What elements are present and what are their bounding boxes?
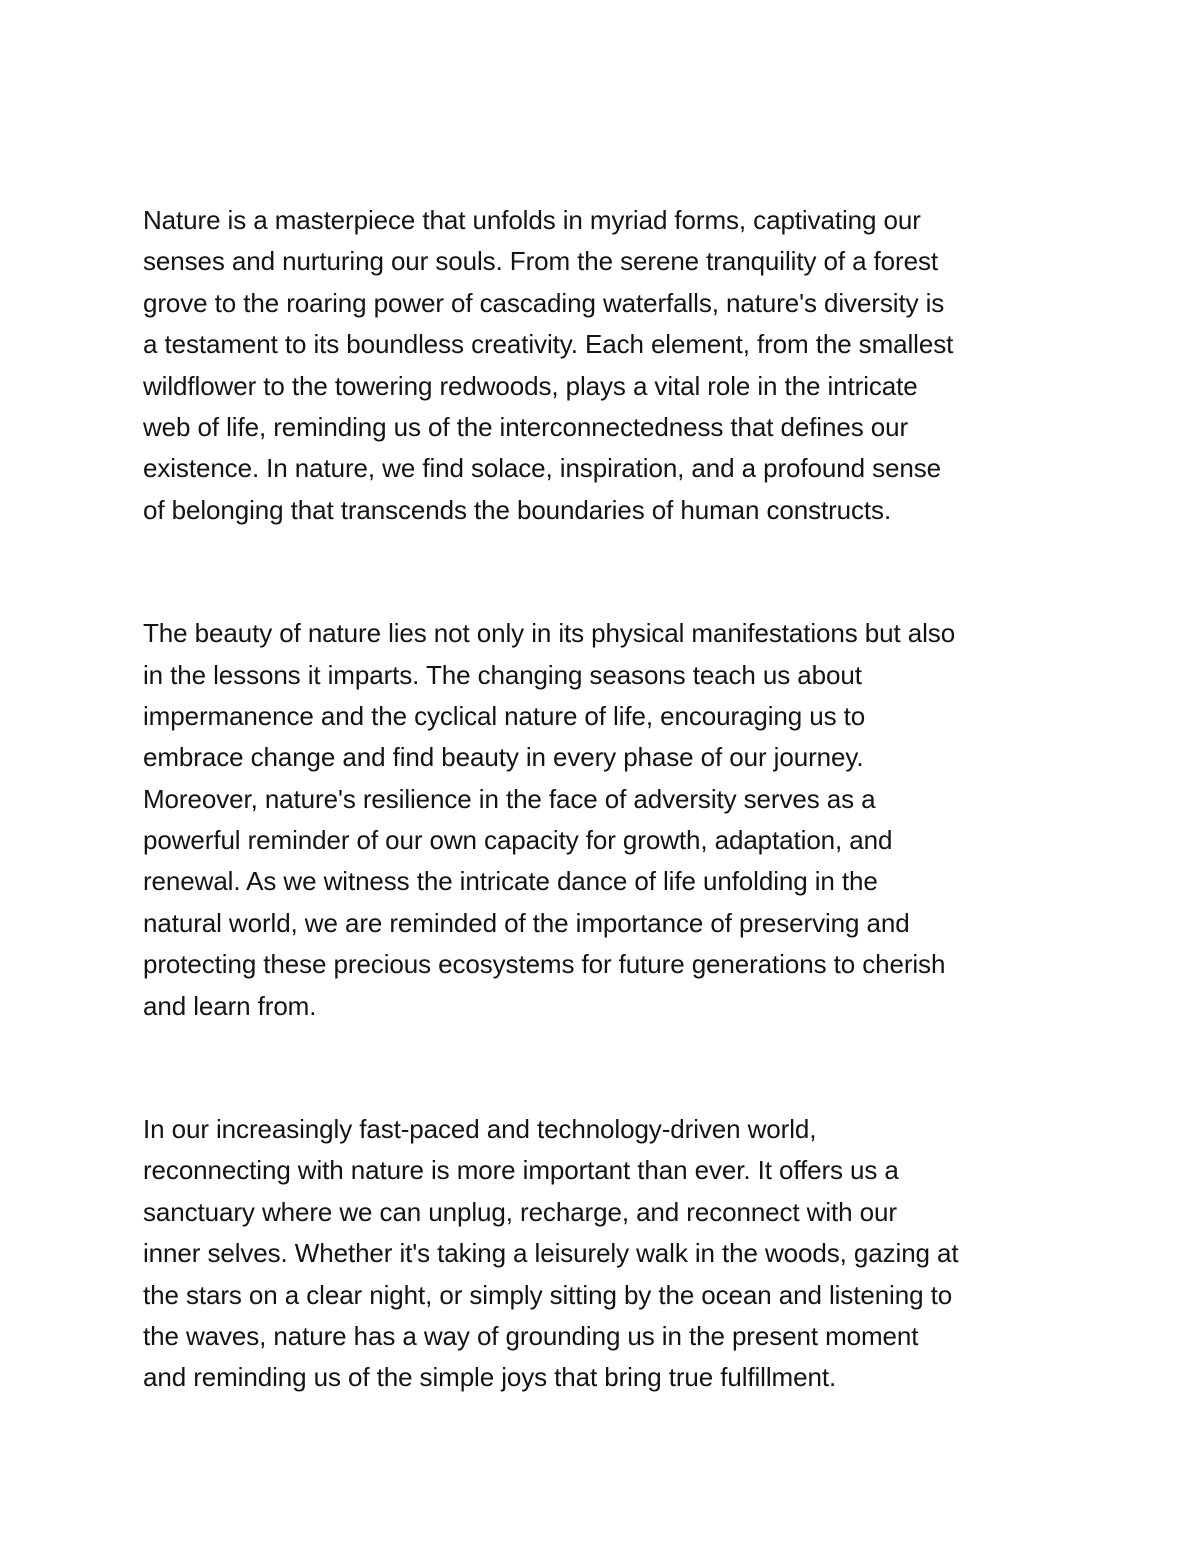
text-line: Nature is a masterpiece that unfolds in myriad forms, captivating our	[143, 205, 921, 235]
text-line: the waves, nature has a way of grounding us in the present moment	[143, 1320, 919, 1351]
text-line: protecting these precious ecosystems for future generations to cherish	[143, 949, 946, 980]
text-line: a testament to its boundless creativity. Each element, from the smallest	[143, 329, 954, 360]
text-line: powerful reminder of our own capacity for growth, adaptation, and	[143, 825, 893, 856]
text-line: reconnecting with nature is more important than ever. It offers us a	[143, 1155, 899, 1186]
text-line: senses and nurturing our souls. From the serene tranquility of a forest	[143, 246, 938, 277]
text-line: and reminding us of the simple joys that bring true fulfillment.	[143, 1362, 837, 1393]
text-line: and learn from.	[143, 990, 317, 1021]
text-line: of belonging that transcends the boundaries of human constructs.	[143, 494, 892, 525]
text-line: sanctuary where we can unplug, recharge, and reconnect with our	[143, 1196, 897, 1227]
text-line: embrace change and find beauty in every phase of our journey.	[143, 742, 864, 773]
text-line: Moreover, nature's resilience in the face of adversity serves as a	[143, 783, 876, 814]
text-line: natural world, we are reminded of the importance of preserving and	[143, 907, 910, 938]
document-body	[143, 200, 1073, 1399]
text-line: web of life, reminding us of the interconnectedness that defines our	[143, 411, 908, 442]
text-line: existence. In nature, we find solace, inspiration, and a profound sense	[143, 453, 941, 484]
text-line: wildflower to the towering redwoods, plays a vital role in the intricate	[143, 370, 918, 401]
text-line: impermanence and the cyclical nature of life, encouraging us to	[143, 700, 866, 731]
paragraph-3	[143, 1109, 1073, 1399]
text-line: renewal. As we witness the intricate dance of life unfolding in the	[143, 866, 878, 897]
paragraph-2	[143, 613, 1073, 1027]
text-line: the stars on a clear night, or simply sitting by the ocean and listening to	[143, 1279, 953, 1310]
paragraph-1	[143, 200, 1073, 531]
text-line: in the lessons it imparts. The changing seasons teach us about	[143, 659, 862, 690]
text-line: grove to the roaring power of cascading waterfalls, nature's diversity is	[143, 287, 945, 318]
text-line: inner selves. Whether it's taking a leisurely walk in the woods, gazing at	[143, 1238, 959, 1269]
text-line: The beauty of nature lies not only in its physical manifestations but also	[143, 618, 956, 649]
text-line: In our increasingly fast-paced and technology-driven world,	[143, 1114, 817, 1145]
